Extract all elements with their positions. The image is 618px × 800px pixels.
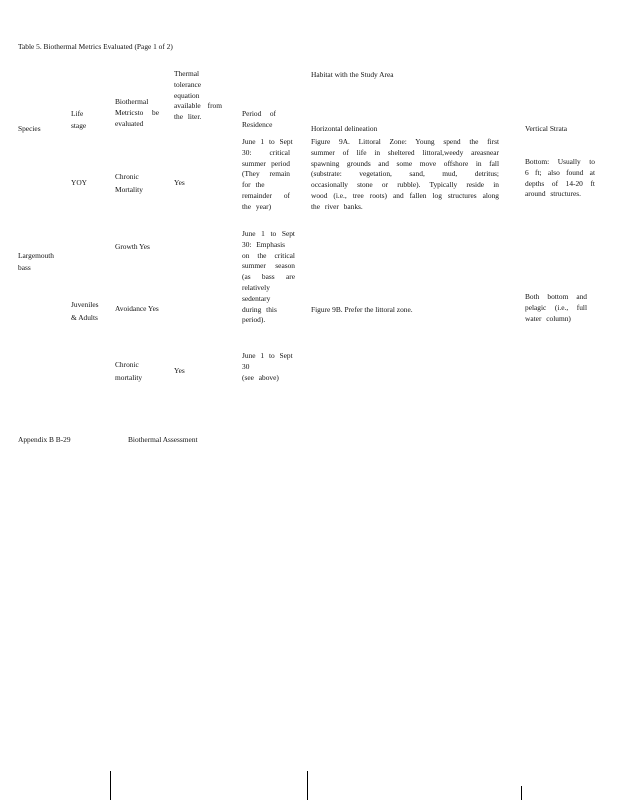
- life-stage-line: Juveniles: [71, 300, 99, 309]
- header-period: [242, 108, 276, 130]
- header-species: Species: [18, 124, 41, 133]
- horizontal-line: the river banks.: [311, 201, 363, 211]
- bottom-rule-left: [110, 771, 111, 800]
- period-line: sedentary: [242, 293, 271, 303]
- vertical-line: depths of 14-20 ft: [525, 178, 595, 188]
- thermal-yes-yoy: Yes: [174, 178, 185, 187]
- vertical-juveniles: [525, 292, 587, 324]
- header-thermal-line: tolerance: [174, 79, 202, 89]
- period-line: during this: [242, 304, 277, 314]
- header-horizontal: Horizontal delineation: [311, 124, 378, 133]
- period-line: (as bass are: [242, 272, 295, 282]
- vertical-yoy: [525, 157, 595, 200]
- period-line: 30: critical: [242, 147, 290, 157]
- footer-section: Biothermal Assessment: [128, 435, 198, 444]
- period-line: June 1 to Sept: [242, 351, 293, 360]
- vertical-line: water column): [525, 313, 571, 323]
- period-line: relatively: [242, 282, 270, 292]
- vertical-line: 6 ft; also found at: [525, 167, 595, 177]
- horizontal-juveniles: Figure 9B. Prefer the littoral zone.: [311, 305, 413, 314]
- vertical-line: pelagic (i.e., full: [525, 302, 587, 312]
- period-yoy: [242, 137, 293, 213]
- period-line: June 1 to Sept: [242, 137, 293, 146]
- header-period-line: Period of: [242, 109, 276, 118]
- header-metrics: [115, 96, 159, 128]
- horizontal-line: spawning grounds and some move offshore in fall: [311, 158, 499, 168]
- header-vertical: Vertical Strata: [525, 124, 568, 133]
- header-thermal-line: the liter.: [174, 112, 202, 122]
- metric-chronic-mortality-2: [115, 358, 142, 384]
- period-line: summer period: [242, 158, 290, 168]
- species-name: [18, 250, 54, 274]
- header-life-stage-line: Life: [71, 109, 84, 118]
- horizontal-line: wood (i.e., tree roots) and fallen log structures along: [311, 190, 499, 200]
- thermal-yes-chronic: Yes: [174, 366, 185, 375]
- period-line: on the critical: [242, 250, 295, 260]
- period-growth: [242, 229, 295, 326]
- header-habitat: Habitat with the Study Area: [311, 70, 394, 79]
- horizontal-line: occasionally stone or rubble). Typically reside in: [311, 180, 499, 190]
- period-line: for the: [242, 180, 265, 190]
- life-stage-yoy: YOY: [71, 178, 88, 187]
- period-line: the year): [242, 201, 272, 211]
- bottom-rule-middle: [307, 771, 308, 800]
- header-thermal-line: Thermal: [174, 69, 200, 78]
- header-thermal-line: available from: [174, 101, 222, 111]
- header-period-line: Residence: [242, 119, 273, 129]
- period-line: 30: [242, 361, 250, 371]
- table-title: Table 5. Biothermal Metrics Evaluated (Page 1 of 2): [18, 42, 173, 51]
- horizontal-yoy: [311, 137, 499, 213]
- metric-line: Chronic: [115, 360, 139, 369]
- species-name-line: bass: [18, 263, 31, 272]
- metric-growth: Growth Yes: [115, 242, 150, 251]
- metric-line: Mortality: [115, 185, 143, 194]
- header-life-stage-line: stage: [71, 121, 87, 130]
- header-thermal: [174, 68, 222, 122]
- vertical-line: Both bottom and: [525, 292, 587, 301]
- horizontal-line: (substrate: vegetation, sand, mud, detritus;: [311, 169, 499, 179]
- period-line: period).: [242, 315, 266, 325]
- metric-line: mortality: [115, 373, 143, 382]
- bottom-rule-right: [521, 786, 522, 800]
- period-line: (They remain: [242, 169, 290, 179]
- species-name-line: Largemouth: [18, 251, 54, 260]
- period-line: summer season: [242, 261, 295, 271]
- header-metrics-line: evaluated: [115, 118, 144, 128]
- horizontal-line: Figure 9A. Littoral Zone: Young spend the first: [311, 137, 499, 146]
- header-metrics-line: Biothermal: [115, 97, 149, 106]
- period-line: (see above): [242, 372, 279, 382]
- horizontal-line: summer of life in sheltered littoral,weedy areasnear: [311, 147, 499, 157]
- footer-appendix: Appendix B B-29: [18, 435, 71, 444]
- header-metrics-line: Metricsto be: [115, 107, 159, 117]
- period-line: 30: Emphasis: [242, 239, 286, 249]
- metric-chronic-mortality: [115, 170, 143, 196]
- vertical-line: around structures.: [525, 189, 581, 199]
- period-chronic: [242, 351, 293, 383]
- metric-line: Chronic: [115, 172, 139, 181]
- metric-avoidance: Avoidance Yes: [115, 304, 159, 313]
- vertical-line: Bottom: Usually to: [525, 157, 595, 166]
- header-life-stage: [71, 108, 86, 132]
- header-thermal-line: equation: [174, 90, 200, 100]
- life-stage-juveniles-adults: [71, 298, 99, 324]
- period-line: June 1 to Sept: [242, 229, 295, 238]
- period-line: remainder of: [242, 190, 290, 200]
- life-stage-line: & Adults: [71, 313, 98, 322]
